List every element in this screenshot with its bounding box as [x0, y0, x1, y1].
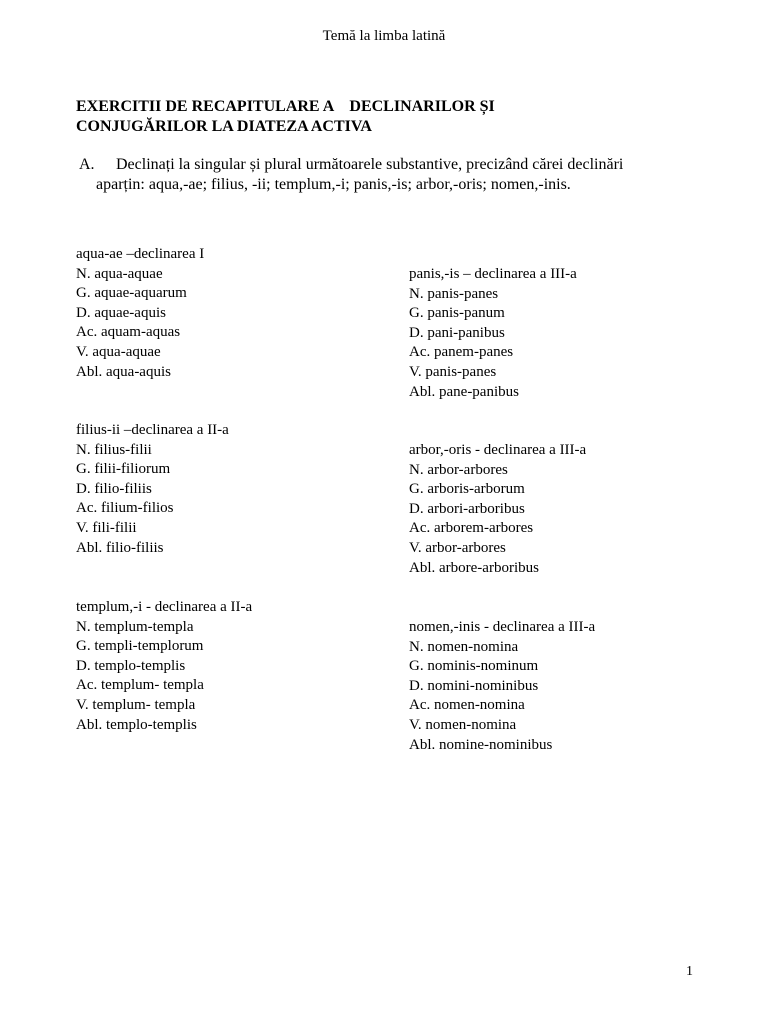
declension-heading: panis,-is – declinarea a III-a — [409, 266, 577, 282]
case-form: Abl. templo-templis — [76, 716, 197, 733]
case-form: Ac. templum- templa — [76, 677, 204, 694]
case-form: V. aqua-aquae — [76, 343, 161, 360]
case-form: Abl. nomine-nominibus — [409, 736, 553, 753]
case-form: Abl. aqua-aquis — [76, 363, 171, 380]
case-form: D. filio-filiis — [76, 480, 152, 497]
page-header: Temă la limba latină — [322, 28, 446, 44]
case-form: N. panis-panes — [409, 285, 499, 302]
case-form: Abl. arbore-arboribus — [409, 559, 539, 576]
case-form: D. aquae-aquis — [76, 304, 166, 321]
case-form: N. templum-templa — [76, 618, 194, 635]
case-form: Ac. nomen-nomina — [409, 697, 525, 714]
declension-block-arbor — [409, 441, 586, 578]
exercise-text-1: Declinați la singular și plural următoarele substantive, precizând cărei declinări — [116, 156, 624, 173]
declension-heading: templum,-i - declinarea a II-a — [76, 599, 253, 615]
declension-block-filius — [76, 421, 229, 558]
case-form: Ac. filium-filios — [76, 500, 174, 517]
declension-block-templum — [76, 598, 252, 735]
declension-heading: arbor,-oris - declinarea a III-a — [409, 442, 587, 458]
case-form: G. templi-templorum — [76, 638, 204, 655]
exercise-line-2: aparțin: aqua,-ae; filius, -ii; templum,-i; panis,-is; arbor,-oris; nomen,-inis. — [96, 176, 571, 193]
declension-heading: filius-ii –declinarea a II-a — [76, 422, 229, 438]
case-form: G. filii-filiorum — [76, 461, 171, 478]
declension-block-nomen — [409, 618, 595, 755]
case-form: Abl. filio-filiis — [76, 539, 164, 556]
case-form: G. arboris-arborum — [409, 481, 525, 498]
declension-heading: aqua-ae –declinarea I — [76, 246, 205, 262]
declension-heading: nomen,-inis - declinarea a III-a — [409, 619, 596, 635]
case-form: G. panis-panum — [409, 305, 505, 322]
case-form: Ac. aquam-aquas — [76, 324, 181, 341]
case-form: N. arbor-arbores — [409, 461, 508, 478]
case-form: V. templum- templa — [76, 696, 196, 713]
exercise-line-1 — [79, 155, 719, 175]
exercise-label: A. — [79, 156, 95, 173]
case-form: N. nomen-nomina — [409, 638, 519, 655]
case-form: N. filius-filii — [76, 441, 152, 458]
case-form: Ac. panem-panes — [409, 344, 514, 361]
page-number: 1 — [686, 964, 693, 979]
case-form: V. fili-filii — [76, 519, 137, 536]
case-form: D. pani-panibus — [409, 324, 505, 341]
case-form: N. aqua-aquae — [76, 265, 163, 282]
case-form: V. arbor-arbores — [409, 539, 506, 556]
title-line-1: EXERCITII DE RECAPITULARE A DECLINARILOR ȘI — [76, 98, 495, 115]
case-form: D. templo-templis — [76, 657, 186, 674]
case-form: Ac. arborem-arbores — [409, 520, 534, 537]
case-form: D. arbori-arboribus — [409, 500, 525, 517]
declension-block-panis — [409, 265, 577, 402]
title-line-2: CONJUGĂRILOR LA DIATEZA ACTIVA — [76, 118, 372, 135]
case-form: G. aquae-aquarum — [76, 285, 187, 302]
case-form: V. panis-panes — [409, 363, 497, 380]
declension-block-aqua — [76, 245, 204, 382]
exercise-instruction — [79, 155, 719, 195]
case-form: D. nomini-nominibus — [409, 677, 539, 694]
document-title — [76, 97, 696, 137]
case-form: G. nominis-nominum — [409, 658, 539, 675]
case-form: Abl. pane-panibus — [409, 383, 519, 400]
case-form: V. nomen-nomina — [409, 716, 517, 733]
